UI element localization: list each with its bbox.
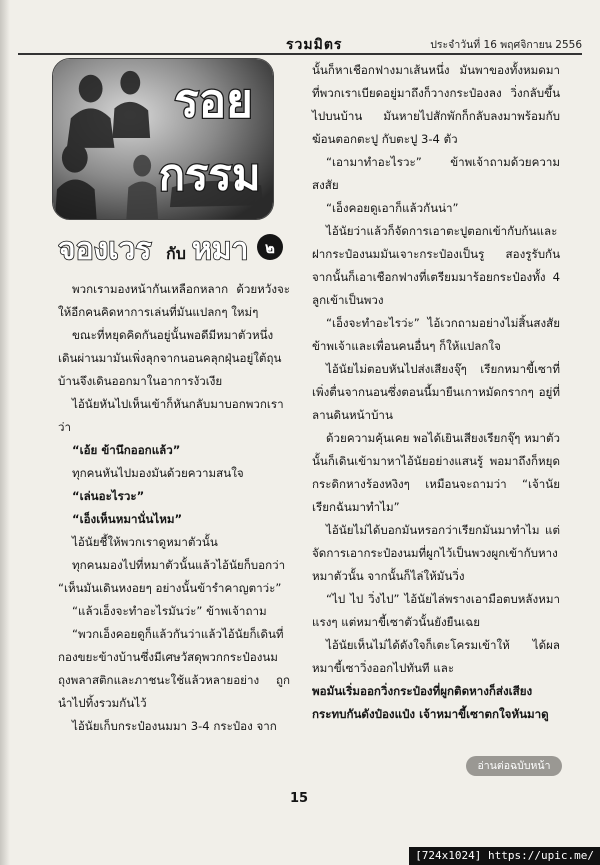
scan-edge [0,0,10,865]
paragraph: ขณะที่หยุดคิดกันอยู่นั้นพอดีมีหมาตัวหนึ่งเดินผ่านมามันเพิ่งลุกจากนอนคลุกฝุ่นอยู่ใต้ถุนบ้านจึงเดินออกมาในอาการงัวเงีย [58,328,282,388]
paragraph: ด้วยความคุ้นเคย พอได้เยินเสียงเรียกจุ๊ๆ หมาตัวนั้นก็เดินเข้ามาหาไอ้นัยอย่างแสนรู้ พอมาถึงก็หยุดกระดิกหางร้องหงิงๆ เหมือนจะถามว่า “เจ้านัยเรียกฉันมาทำไม” [312,431,560,514]
header-rule [18,53,582,55]
hero-title-top: รอย [174,74,253,128]
dateline: ประจำวันที่ 16 พฤศจิกายน 2556 [430,39,582,51]
paragraph: ไอ้นัยว่าแล้วก็จัดการเอาตะปูตอกเข้ากับก้นและฝากระป๋องนมมันเจาะกระป๋องเป็นรู สองรูรับกัน จากนั้นก็เอาเชือกฟางที่เตรียมมาร้อยกระป๋องทั้ง 4 ลูกเข้าเป็นพวง [312,224,560,307]
hero-artwork [53,59,273,219]
paragraph: “แล้วเอ็งจะทำอะไรมันว่ะ” ข้าพเจ้าถาม [72,604,267,618]
right-column [312,59,560,726]
paragraph: นั้นก็หาเชือกฟางมาเส้นหนึ่ง มันพาของทั้งหมดมาที่พวกเราเบียดอยู่มาถึงก็วางกระป๋องลง วิ่งกลับขึ้นไปบนบ้าน มันหายไปสักพักก็กลับลงมาพร้อมกับฆ้อนตอกตะปู กับตะปู 3-4 ตัว [312,63,560,146]
paragraph: ไอ้นัยหันไปเห็นเข้าก็หันกลับมาบอกพวกเราว่า [58,397,284,434]
page-number: 15 [290,791,309,806]
left-column [58,278,290,738]
paragraph: “เล่นอะไรวะ” [72,489,145,503]
paragraph: “ไป ไป วิ่งไป” ไอ้นัยไล่พรางเอามือตบหลังหมาแรงๆ แต่หมาขี้เซาตัวนั้นยังยืนเฉย [312,592,560,629]
paragraph: “พวกเอ็งคอยดูก็แล้วกันว่าแล้วไอ้นัยก็เดินที่กองขยะข้างบ้านซึ่งมีเศษวัสดุพวกกระป๋องนมถุงพลาสติกและภาชนะใช้แล้วหลายอย่าง ถูกนำไปทิ้งรวมกันไว้ [58,627,290,710]
page-header [18,34,582,54]
paragraph: ไอ้นัยเก็บกระป๋องนมมา 3-4 กระป๋อง จาก [72,719,277,733]
continued-badge: อ่านต่อฉบับหน้า [466,756,562,776]
paragraph: ไอ้นัยไม่ตอบหันไปส่งเสียงจุ๊ๆ เรียกหมาขี้เซาที่เพิ่งตื่นจากนอนซึ่งตอนนี้มายืนเกาหมัดกรากๆ อยู่ที่ลานดินหน้าบ้าน [312,362,560,422]
series-title-b: กับ [166,244,186,263]
episode-number: ๒ [265,239,275,257]
paragraph: ทุกคนมองไปที่หมาตัวนั้นแล้วไอ้นัยก็บอกว่า “เห็นมันเดินหงอยๆ อย่างนั้นข้ารำคาญตาว่ะ” [58,558,286,595]
masthead: รวมมิตร [286,37,343,53]
series-title-a: จองเวร [58,232,152,267]
paragraph: “เอ็งเห็นหมานั่นไหม” [72,512,183,526]
hero-title-bottom: กรรม [158,150,261,201]
paragraph: “เอ็งจะทำอะไรว่ะ” ไอ้เวกถามอย่างไม่สิ้นสงสัย ข้าพเจ้าและเพื่อนคนอื่นๆ ก็ให้แปลกใจ [312,316,560,353]
paragraph: “เอ็งคอยดูเอาก็แล้วกันน่า” [326,201,459,215]
paragraph: ทุกคนหันไปมองมันด้วยความสนใจ [72,466,244,480]
series-title-art [58,223,288,271]
paragraph: ไอ้นัยเห็นไม่ได้ดังใจก็เตะโครมเข้าให้ ได้ผลหมาขี้เซาวิ่งออกไปทันที และ [312,638,560,675]
paragraph: “เอ้ย ข้านึกออกแล้ว” [72,443,181,457]
paragraph: ไอ้นัยชี้ให้พวกเราดูหมาตัวนั้น [72,535,218,549]
paragraph: “เอามาทำอะไรวะ” ข้าพเจ้าถามด้วยความสงสัย [312,155,560,192]
series-title-c: หมา [192,232,249,267]
hero-illustration [52,58,274,220]
series-title [58,223,288,271]
paragraph: พวกเรามองหน้ากันเหลือกหลาก ด้วยหวังจะให้อีกคนคิดหาการเล่นที่มันแปลกๆ ใหม่ๆ [58,282,290,319]
paragraph: ไอ้นัยไม่ได้บอกมันหรอกว่าเรียกมันมาทำไม แต่จัดการเอากระป๋องนมที่ผูกไว้เป็นพวงผูกเข้ากับหางหมาตัวนั้น จากนั้นก็ไล่ให้มันวิ่ง [312,523,560,583]
paragraph: พอมันเริ่มออกวิ่งกระป๋องที่ผูกติดหางก็ส่งเสียงกระทบกันดังป๋องแป๋ง เจ้าหมาขี้เซาตกใจหันมาดู [312,684,549,721]
image-host-watermark: [724x1024] https://upic.me/ [409,847,600,865]
